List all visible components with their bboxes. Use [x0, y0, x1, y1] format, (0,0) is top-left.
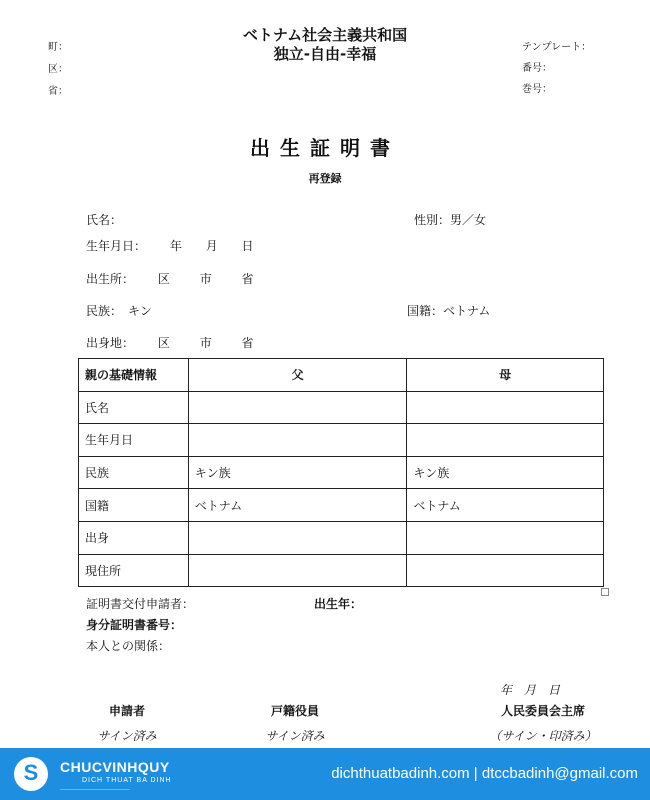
dob-label: 生年月日：	[86, 239, 147, 253]
signature-chairman	[468, 702, 618, 744]
signature-role: 申請者	[108, 704, 145, 718]
table-header-basic-info: 親の基礎情報	[79, 359, 189, 392]
header-district: 区：	[48, 64, 68, 75]
header-right	[522, 38, 591, 101]
gender-field: 性別：男／女	[414, 213, 487, 227]
signature-registrar	[240, 702, 350, 744]
table-row	[79, 521, 604, 554]
header-province: 省：	[48, 86, 68, 97]
row-label: 氏名	[79, 391, 189, 424]
country-name: ベトナム社会主義共和国	[242, 26, 408, 44]
header-town: 町：	[48, 42, 68, 53]
father-cell	[188, 521, 407, 554]
country-motto: 独立‐自由‐幸福	[273, 45, 377, 63]
footer-banner	[0, 748, 650, 800]
father-cell: キン族	[188, 456, 407, 489]
brand-name: CHUCVINHQUY	[60, 759, 170, 775]
dob-day: 日	[241, 239, 254, 253]
dob-month: 月	[205, 239, 218, 253]
requester-field: 証明書交付申請者：	[86, 597, 195, 611]
brand-subtitle: DICH THUAT BA DINH	[82, 777, 172, 784]
nationality-field: 国籍：ベトナム	[407, 304, 491, 318]
origin-label: 出身地：	[86, 336, 135, 350]
father-cell: ベトナム	[188, 489, 407, 522]
table-header-father: 父	[188, 359, 407, 392]
table-row	[79, 456, 604, 489]
resize-handle[interactable]	[601, 588, 609, 596]
birthplace-district: 区	[157, 272, 170, 286]
mother-cell	[407, 521, 604, 554]
dob-field	[86, 237, 268, 254]
table-header-mother: 母	[407, 359, 604, 392]
father-cell	[188, 554, 407, 587]
row-label: 国籍	[79, 489, 189, 522]
table-row	[79, 489, 604, 522]
table-header-row	[79, 359, 604, 392]
table-row	[79, 554, 604, 587]
mother-cell	[407, 554, 604, 587]
birth-year-field: 出生年：	[314, 597, 363, 611]
origin-field	[86, 334, 268, 351]
mother-cell	[407, 391, 604, 424]
birthplace-field	[86, 270, 268, 287]
document-subtitle: 再登録	[308, 172, 342, 185]
mother-cell: ベトナム	[407, 489, 604, 522]
row-label: 生年月日	[79, 424, 189, 457]
relationship-field: 本人との関係：	[86, 639, 171, 653]
parents-info-table	[78, 358, 604, 587]
document-title: 出生証明書	[250, 136, 400, 160]
id-number-field: 身分証明書番号：	[86, 618, 183, 632]
table-row	[79, 424, 604, 457]
origin-province: 省	[241, 336, 254, 350]
mother-cell: キン族	[407, 456, 604, 489]
birthplace-province: 省	[241, 272, 254, 286]
name-field: 氏名：	[86, 213, 123, 227]
template-label: テンプレート：	[522, 42, 592, 53]
brand-logo-icon: S	[14, 757, 48, 791]
row-label: 現住所	[79, 554, 189, 587]
signature-note: サイン済み	[97, 729, 157, 743]
volume-label: 巻号：	[522, 84, 552, 95]
birthplace-label: 出生所：	[86, 272, 135, 286]
ethnicity-field: 民族： キン	[86, 304, 152, 318]
table-row	[79, 391, 604, 424]
origin-district: 区	[157, 336, 170, 350]
signature-date: 年 月 日	[500, 683, 561, 697]
signature-applicant	[72, 702, 182, 744]
row-label: 出身	[79, 521, 189, 554]
footer-contact[interactable]: dichthuatbadinh.com | dtccbadinh@gmail.com	[331, 765, 638, 782]
dob-year: 年	[169, 239, 182, 253]
brand-tagline-graphic: ——————————————	[60, 787, 130, 793]
number-label: 番号：	[522, 63, 552, 74]
signature-note: （サイン・印済み）	[489, 729, 597, 743]
row-label: 民族	[79, 456, 189, 489]
signature-role: 人民委員会主席	[500, 704, 585, 718]
signature-note: サイン済み	[265, 729, 325, 743]
mother-cell	[407, 424, 604, 457]
signature-role: 戸籍役員	[270, 704, 319, 718]
father-cell	[188, 424, 407, 457]
father-cell	[188, 391, 407, 424]
birthplace-city: 市	[199, 272, 212, 286]
origin-city: 市	[199, 336, 212, 350]
